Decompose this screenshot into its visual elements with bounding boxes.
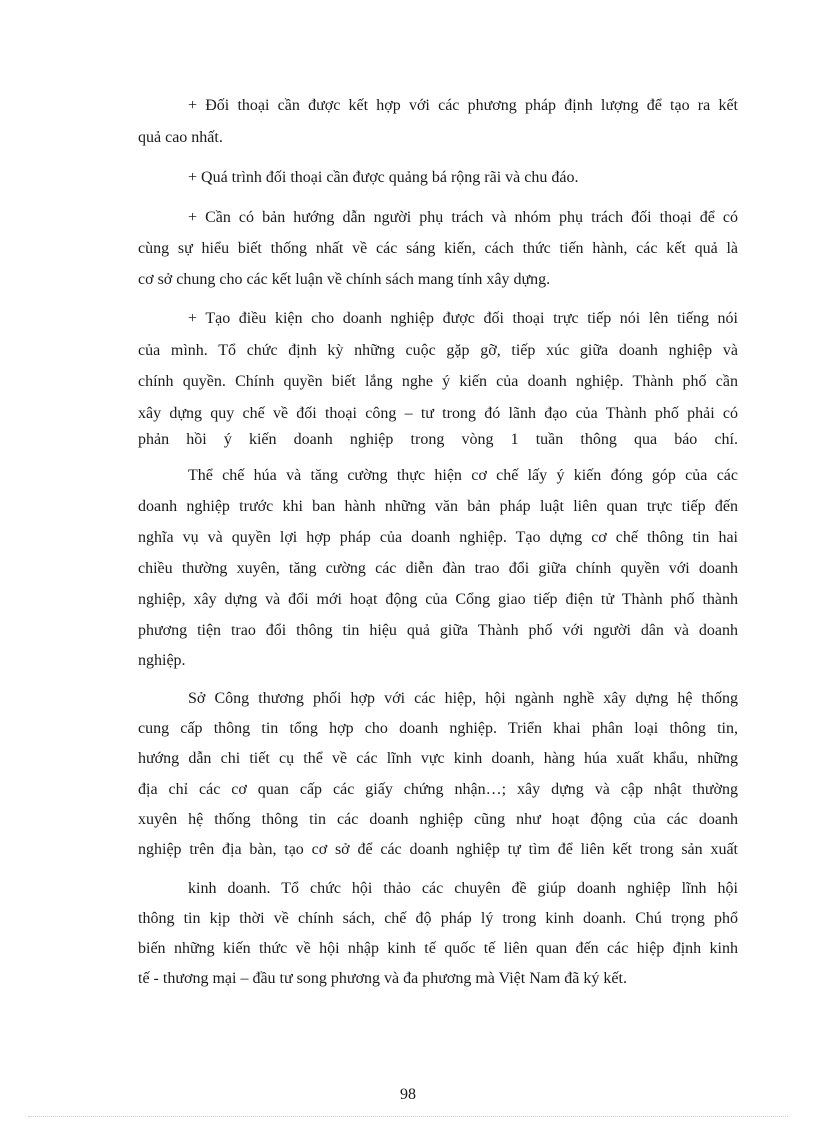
- paragraph-4-line-3: chính quyền. Chính quyền biết lắng nghe ý kiến của doanh nghiệp. Thành phố cần: [138, 373, 738, 390]
- paragraph-7-line-4: tế - thương mại – đầu tư song phương và đa phương mà Việt Nam đã ký kết.: [138, 970, 627, 987]
- paragraph-1-line-2: quả cao nhất.: [138, 129, 223, 146]
- paragraph-3-line-3: cơ sở chung cho các kết luận về chính sách mang tính xây dựng.: [138, 271, 551, 288]
- paragraph-6-line-6: nghiệp trên địa bàn, tạo cơ sở để các doanh nghiệp tự tìm để liên kết trong sản xuất: [138, 841, 738, 858]
- paragraph-6-line-4: địa chỉ các cơ quan cấp các giấy chứng nhận…; xây dựng và cập nhật thường: [138, 781, 738, 798]
- paragraph-6-line-5: xuyên hệ thống thông tin các doanh nghiệp cũng như hoạt động của các doanh: [138, 811, 738, 828]
- paragraph-3-line-2: cùng sự hiểu biết thống nhất về các sáng kiến, cách thức tiến hành, các kết quả là: [138, 240, 738, 257]
- paragraph-6-line-2: cung cấp thông tin tổng hợp cho doanh nghiệp. Triển khai phân loại thông tin,: [138, 720, 738, 737]
- paragraph-7-line-2: thông tin kịp thời về chính sách, chế độ pháp lý trong kinh doanh. Chú trọng phổ: [138, 910, 738, 927]
- paragraph-2-line-1: + Quá trình đối thoại cần được quảng bá rộng rãi và chu đáo.: [188, 169, 579, 186]
- paragraph-6-line-3: hướng dẫn chi tiết cụ thể về các lĩnh vực kinh doanh, hàng húa xuất khẩu, những: [138, 750, 738, 767]
- paragraph-5-line-7: nghiệp.: [138, 652, 186, 669]
- paragraph-5-line-1: Thể chế húa và tăng cường thực hiện cơ chế lấy ý kiến đóng góp của các: [188, 467, 738, 484]
- paragraph-4-line-4: xây dựng quy chế về đối thoại công – tư trong đó lãnh đạo của Thành phố phải có: [138, 405, 738, 422]
- paragraph-4-line-2: của mình. Tổ chức định kỳ những cuộc gặp gỡ, tiếp xúc giữa doanh nghiệp và: [138, 342, 738, 359]
- paragraph-4-line-5: phản hồi ý kiến doanh nghiệp trong vòng 1 tuần thông qua báo chí.: [138, 431, 738, 448]
- paragraph-1-line-1: + Đối thoại cần được kết hợp với các phương pháp định lượng để tạo ra kết: [188, 97, 738, 114]
- paragraph-3-line-1: + Cần có bản hướng dẫn người phụ trách và nhóm phụ trách đối thoại để có: [188, 209, 738, 226]
- paragraph-7-line-1: kinh doanh. Tổ chức hội thảo các chuyên đề giúp doanh nghiệp lĩnh hội: [188, 880, 738, 897]
- paragraph-6-line-1: Sở Công thương phối hợp với các hiệp, hội ngành nghề xây dựng hệ thống: [188, 690, 738, 707]
- paragraph-5-line-3: nghĩa vụ và quyền lợi hợp pháp của doanh nghiệp. Tạo dựng cơ chế thông tin hai: [138, 529, 738, 546]
- paragraph-5-line-4: chiều thường xuyên, tăng cường các diễn đàn trao đổi giữa chính quyền với doanh: [138, 560, 738, 577]
- footer-divider: [28, 1116, 788, 1117]
- paragraph-7-line-3: biến những kiến thức về hội nhập kinh tế quốc tế liên quan đến các hiệp định kinh: [138, 940, 738, 957]
- paragraph-5-line-2: doanh nghiệp trước khi ban hành những văn bản pháp luật liên quan trực tiếp đến: [138, 498, 738, 515]
- paragraph-5-line-5: nghiệp, xây dựng và đổi mới hoạt động của Cổng giao tiếp điện tử Thành phố thành: [138, 591, 738, 608]
- page-number: 98: [400, 1086, 416, 1103]
- paragraph-4-line-1: + Tạo điều kiện cho doanh nghiệp được đối thoại trực tiếp nói lên tiếng nói: [188, 310, 738, 327]
- paragraph-5-line-6: phương tiện trao đổi thông tin hiệu quả giữa Thành phố với người dân và doanh: [138, 622, 738, 639]
